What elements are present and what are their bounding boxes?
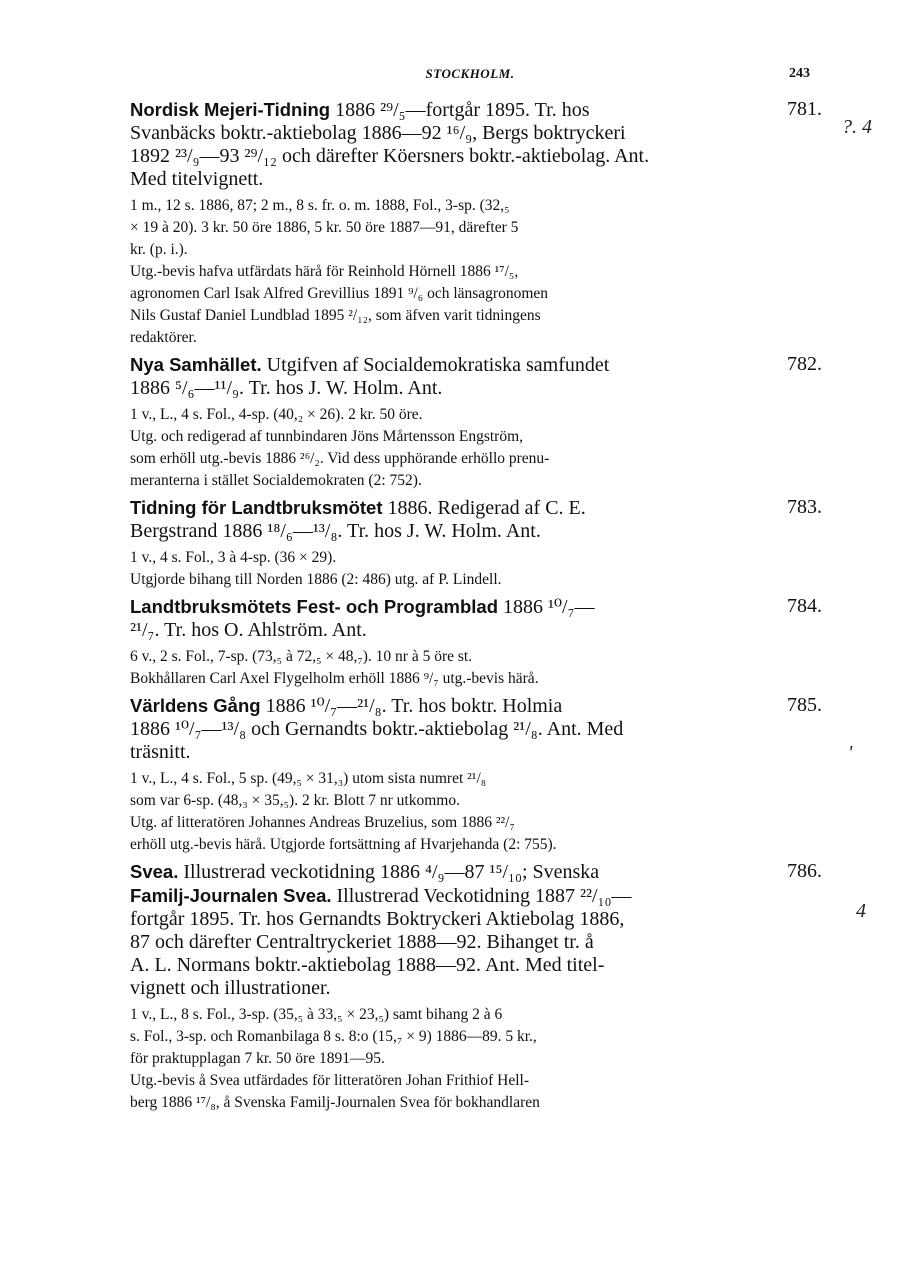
entry-line: ²¹/₇. Tr. hos O. Ahlström. Ant. (130, 619, 367, 641)
entry-number: 783. (787, 496, 822, 518)
entry-number: 785. (787, 694, 822, 716)
entry-note: erhöll utg.-bevis härå. Utgjorde fortsättning af Hvarjehanda (2: 755). (130, 836, 557, 853)
entry-note: 1 v., L., 4 s. Fol., 5 sp. (49,₅ × 31,₃) utom sista numret ²¹/₈ (130, 770, 487, 787)
entry-line: 1892 ²³/₉—93 ²⁹/₁₂ och därefter Köersners boktr.-aktiebolag. Ant. (130, 145, 650, 167)
entry-note: som var 6-sp. (48,₃ × 35,₅). 2 kr. Blott 7 nr utkommo. (130, 792, 460, 809)
entry-line: Svea. Illustrerad veckotidning 1886 ⁴/₉—87 ¹⁵/₁₀; Svenska (130, 861, 600, 883)
entry-note: Nils Gustaf Daniel Lundblad 1895 ²/₁₂, som äfven varit tidningens (130, 307, 541, 324)
entry-line: 1886 ¹⁰/₇—¹³/₈ och Gernandts boktr.-aktiebolag ²¹/₈. Ant. Med (130, 718, 624, 740)
entry-note: Utg.-bevis hafva utfärdats härå för Reinhold Hörnell 1886 ¹⁷/₅, (130, 263, 519, 280)
entry-title: Tidning för Landtbruksmötet (130, 497, 383, 518)
entry-note: Utg.-bevis å Svea utfärdades för litteratören Johan Frithiof Hell- (130, 1072, 530, 1089)
entry-title: Familj-Journalen Svea. (130, 885, 332, 906)
running-head: STOCKHOLM. (425, 66, 515, 81)
entry-note: s. Fol., 3-sp. och Romanbilaga 8 s. 8:o (15,₇ × 9) 1886—89. 5 kr., (130, 1028, 537, 1045)
entry-note: × 19 à 20). 3 kr. 50 öre 1886, 5 kr. 50 öre 1887—91, därefter 5 (130, 219, 519, 236)
entry-line: vignett och illustrationer. (130, 977, 331, 999)
text-column (130, 98, 822, 1114)
entry-number: 781. (787, 98, 822, 120)
entry-note: Bokhållaren Carl Axel Flygelholm erhöll 1886 ⁹/₇ utg.-bevis härå. (130, 670, 539, 687)
entry-note: 1 m., 12 s. 1886, 87; 2 m., 8 s. fr. o. m. 1888, Fol., 3-sp. (32,₅ (130, 197, 510, 214)
page-header (130, 66, 810, 86)
margin-note: 4 (856, 900, 866, 922)
entry-number: 782. (787, 353, 822, 375)
entry-786 (130, 860, 822, 1114)
entry-title: Världens Gång (130, 695, 261, 716)
entry-line: Världens Gång 1886 ¹⁰/₇—²¹/₈. Tr. hos boktr. Holmia (130, 695, 563, 717)
entry-note: 1 v., L., 4 s. Fol., 4-sp. (40,₂ × 26). 2 kr. 50 öre. (130, 406, 423, 423)
margin-note: ' (848, 742, 853, 764)
entry-title: Svea. (130, 861, 179, 882)
entry-number: 784. (787, 595, 822, 617)
entry-note: meranterna i stället Socialdemokraten (2: 752). (130, 472, 422, 489)
entry-note: berg 1886 ¹⁷/₈, å Svenska Familj-Journalen Svea för bokhandlaren (130, 1094, 540, 1111)
entry-note: 1 v., 4 s. Fol., 3 à 4-sp. (36 × 29). (130, 549, 337, 566)
entry-note: som erhöll utg.-bevis 1886 ²⁶/₂. Vid dess upphörande erhöllo prenu- (130, 450, 550, 467)
entry-784 (130, 595, 822, 690)
entry-line: fortgår 1895. Tr. hos Gernandts Boktryckeri Aktiebolag 1886, (130, 908, 625, 930)
entry-note: för praktupplagan 7 kr. 50 öre 1891—95. (130, 1050, 385, 1067)
entry-line: träsnitt. (130, 741, 191, 763)
entry-line: Med titelvignett. (130, 168, 264, 190)
entry-line: Nya Samhället. Utgifven af Socialdemokratiska samfundet (130, 354, 610, 376)
entry-line: Tidning för Landtbruksmötet 1886. Redigerad af C. E. (130, 497, 586, 519)
page-number: 243 (789, 66, 810, 81)
entry-note: redaktörer. (130, 329, 197, 346)
entry-note: 6 v., 2 s. Fol., 7-sp. (73,₅ à 72,₅ × 48,₇). 10 nr à 5 öre st. (130, 648, 473, 665)
entry-line: 87 och därefter Centraltryckeriet 1888—92. Bihanget tr. å (130, 931, 594, 953)
entry-line: Landtbruksmötets Fest- och Programblad 1886 ¹⁰/₇— (130, 596, 595, 618)
entry-782 (130, 353, 822, 492)
entry-note: Utg. af litteratören Johannes Andreas Bruzelius, som 1886 ²²/₇ (130, 814, 515, 831)
entry-line: Nordisk Mejeri-Tidning 1886 ²⁹/₅—fortgår 1895. Tr. hos (130, 99, 590, 121)
entry-line: 1886 ⁵/₆—¹¹/₉. Tr. hos J. W. Holm. Ant. (130, 377, 443, 399)
entry-note: Utg. och redigerad af tunnbindaren Jöns Mårtensson Engström, (130, 428, 524, 445)
entry-note: Utgjorde bihang till Norden 1886 (2: 486) utg. af P. Lindell. (130, 571, 502, 588)
entry-line: Bergstrand 1886 ¹⁸/₆—¹³/₈. Tr. hos J. W. Holm. Ant. (130, 520, 541, 542)
entry-note: kr. (p. i.). (130, 241, 188, 258)
entry-785 (130, 694, 822, 856)
entry-783 (130, 496, 822, 591)
entry-line: A. L. Normans boktr.-aktiebolag 1888—92. Ant. Med titel- (130, 954, 605, 976)
entry-note: agronomen Carl Isak Alfred Grevillius 1891 ⁹/₆ och länsagronomen (130, 285, 549, 302)
entry-781 (130, 98, 822, 349)
entry-line: Familj-Journalen Svea. Illustrerad Veckotidning 1887 ²²/₁₀— (130, 885, 632, 907)
entry-note: 1 v., L., 8 s. Fol., 3-sp. (35,₅ à 33,₅ × 23,₅) samt bihang 2 à 6 (130, 1006, 503, 1023)
entry-title: Landtbruksmötets Fest- och Programblad (130, 596, 498, 617)
margin-note: ?. 4 (842, 116, 872, 138)
entry-number: 786. (787, 860, 822, 882)
entry-title: Nya Samhället. (130, 354, 262, 375)
entry-title: Nordisk Mejeri-Tidning (130, 99, 331, 120)
entry-line: Svanbäcks boktr.-aktiebolag 1886—92 ¹⁶/₉, Bergs boktryckeri (130, 122, 626, 144)
